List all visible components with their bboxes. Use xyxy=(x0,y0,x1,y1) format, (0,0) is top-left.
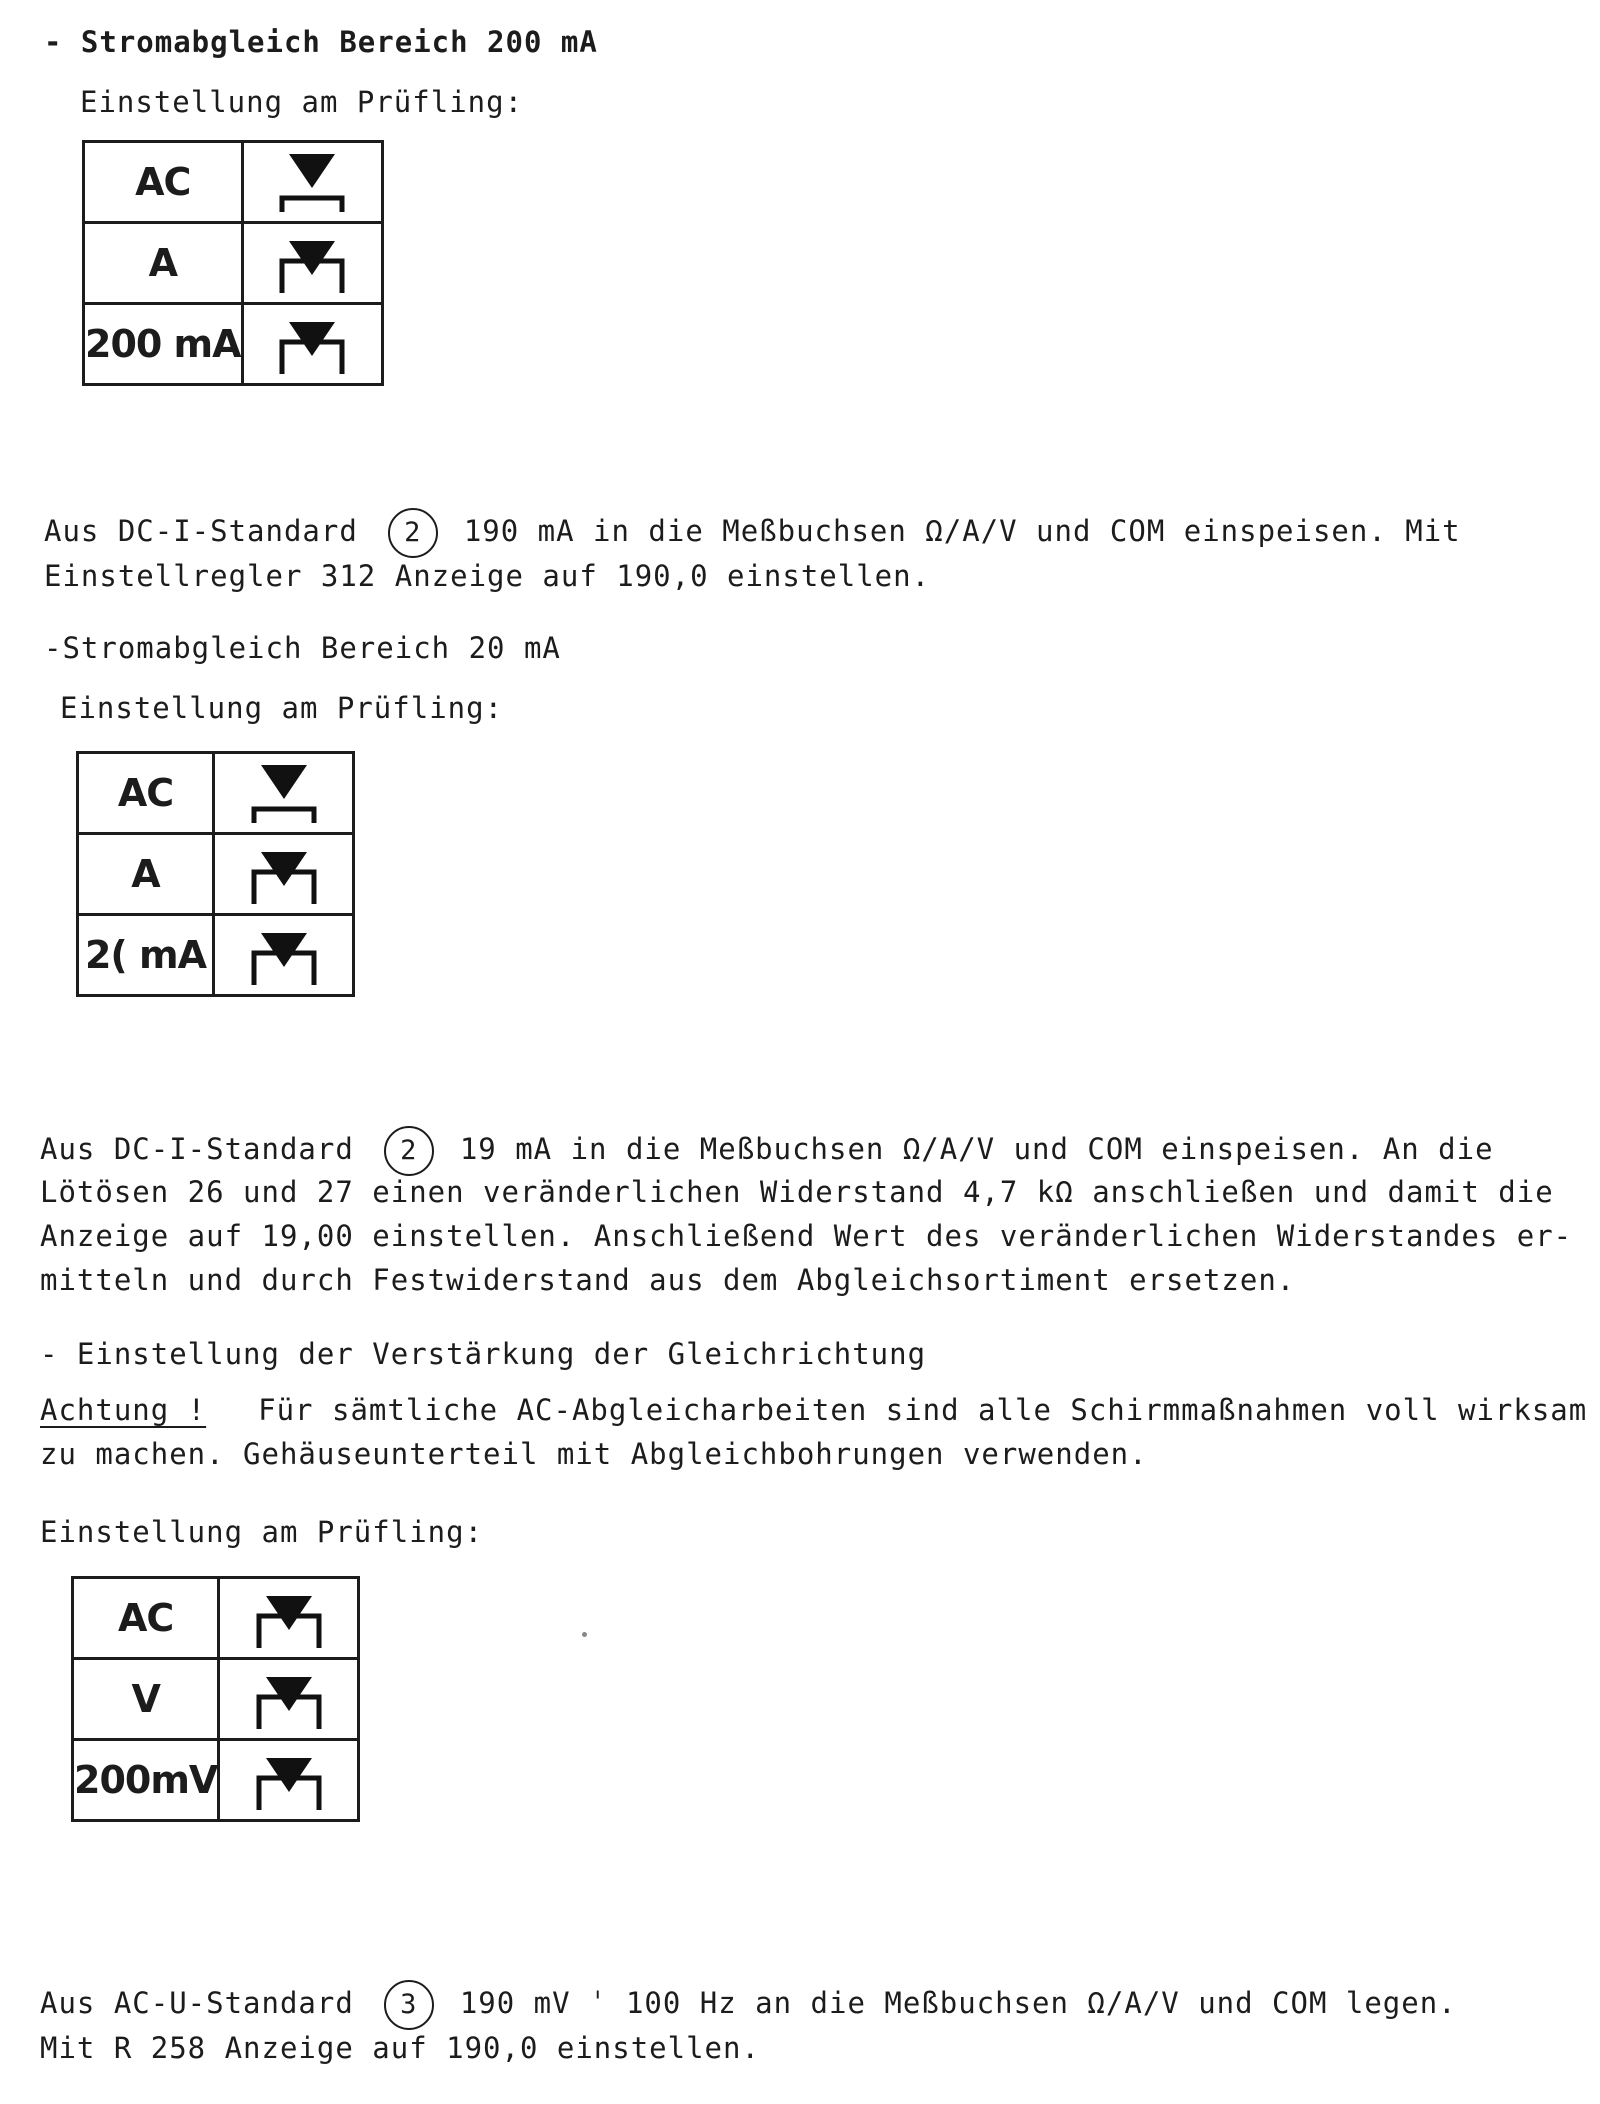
instruction-text: Einstellregler 312 Anzeige auf 190,0 einstellen. xyxy=(44,559,931,593)
switch-label: 200 mA xyxy=(84,304,243,385)
section-heading: -Stromabgleich Bereich 20 mA xyxy=(44,631,561,665)
instruction-text: 190 mA in die Meßbuchsen Ω/A/V und COM einspeisen. Mit xyxy=(463,514,1461,548)
standard-reference-number: 2 xyxy=(384,1126,434,1176)
switch-released-icon xyxy=(219,1659,359,1740)
warning-paragraph xyxy=(40,1388,1587,1432)
instruction-text: Anzeige auf 19,00 einstellen. Anschließend Wert des veränderlichen Widerstandes er- xyxy=(40,1219,1573,1253)
instruction-text: Aus DC-I-Standard xyxy=(44,514,358,548)
switch-label: 2( mA xyxy=(78,915,214,996)
switch-label: AC xyxy=(84,142,243,223)
switch-setting-table xyxy=(76,751,355,997)
switch-row xyxy=(84,142,383,223)
switch-row xyxy=(78,915,354,996)
standard-reference-number: 3 xyxy=(384,1980,434,2030)
instruction-text: Mit R 258 Anzeige auf 190,0 einstellen. xyxy=(40,2031,760,2065)
switch-label: AC xyxy=(78,753,214,834)
standard-reference-number: 2 xyxy=(388,508,438,558)
instruction-text: Aus DC-I-Standard xyxy=(40,1132,354,1166)
switch-row xyxy=(78,834,354,915)
switch-row xyxy=(73,1578,359,1659)
paper-speck xyxy=(582,1632,587,1637)
warning-text: Für sämtliche AC-Abgleicharbeiten sind alle Schirmmaßnahmen voll wirksam xyxy=(258,1393,1588,1427)
switch-row xyxy=(73,1740,359,1821)
switch-pressed-icon xyxy=(214,753,354,834)
instruction-text: mitteln und durch Festwiderstand aus dem Abgleichsortiment ersetzen. xyxy=(40,1263,1296,1297)
section-heading: - Stromabgleich Bereich 200 mA xyxy=(44,25,598,59)
switch-row xyxy=(84,304,383,385)
switch-pressed-icon xyxy=(242,142,382,223)
instruction-text: Lötösen 26 und 27 einen veränderlichen Widerstand 4,7 kΩ anschließen und damit die xyxy=(40,1175,1554,1209)
instruction-text: 19 mA in die Meßbuchsen Ω/A/V und COM einspeisen. An die xyxy=(459,1132,1494,1166)
switch-label: A xyxy=(78,834,214,915)
switch-released-icon xyxy=(219,1740,359,1821)
switch-released-icon xyxy=(214,915,354,996)
setting-label: Einstellung am Prüfling: xyxy=(60,691,504,725)
instruction-text: 190 mV ˈ 100 Hz an die Meßbuchsen Ω/A/V und COM legen. xyxy=(459,1986,1457,2020)
switch-released-icon xyxy=(242,223,382,304)
instruction-text: Aus AC-U-Standard xyxy=(40,1986,354,2020)
switch-setting-table xyxy=(71,1576,360,1822)
warning-text: zu machen. Gehäuseunterteil mit Abgleichbohrungen verwenden. xyxy=(40,1437,1148,1471)
setting-label: Einstellung am Prüfling: xyxy=(80,85,524,119)
warning-label: Achtung ! xyxy=(40,1393,207,1427)
switch-label: V xyxy=(73,1659,219,1740)
switch-setting-table xyxy=(82,140,384,386)
switch-released-icon xyxy=(242,304,382,385)
instruction-paragraph xyxy=(40,1980,1457,2030)
switch-released-icon xyxy=(219,1578,359,1659)
switch-row xyxy=(84,223,383,304)
switch-row xyxy=(78,753,354,834)
switch-label: 200mV xyxy=(73,1740,219,1821)
setting-label: Einstellung am Prüfling: xyxy=(40,1515,484,1549)
instruction-paragraph xyxy=(40,1126,1494,1176)
switch-released-icon xyxy=(214,834,354,915)
switch-label: AC xyxy=(73,1578,219,1659)
switch-row xyxy=(73,1659,359,1740)
instruction-paragraph xyxy=(44,508,1461,558)
section-heading: - Einstellung der Verstärkung der Gleichrichtung xyxy=(40,1337,927,1371)
switch-label: A xyxy=(84,223,243,304)
